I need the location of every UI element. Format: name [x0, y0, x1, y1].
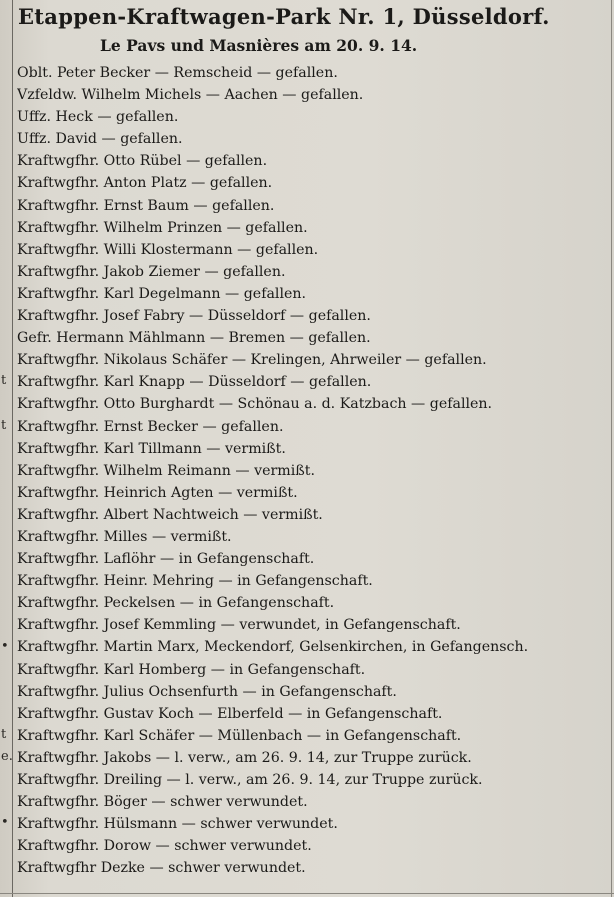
list-item: Oblt. Peter Becker — Remscheid — gefallen. — [17, 65, 338, 81]
list-item: Kraftwgfhr Dezke — schwer verwundet. — [17, 860, 306, 877]
list-item: Kraftwgfhr. Böger — schwer verwundet. — [17, 794, 308, 811]
list-item: Kraftwgfhr. Nikolaus Schäfer — Krelingen, Ahrweiler — gefallen. — [17, 352, 487, 369]
list-item: Kraftwgfhr. Milles — vermißt. — [17, 528, 232, 545]
list-item: Kraftwgfhr. Josef Fabry — Düsseldorf — gefallen. — [17, 308, 371, 325]
list-item: Kraftwgfhr. Karl Knapp — Düsseldorf — gefallen. — [17, 374, 372, 391]
bottom-edge-rule — [0, 893, 614, 894]
margin-mark: t — [1, 417, 7, 433]
list-item: Kraftwgfhr. Wilhelm Prinzen — gefallen. — [17, 219, 308, 236]
list-item: Kraftwgfhr. Hülsmann — schwer verwundet. — [17, 816, 338, 833]
page-title: Etappen-Kraftwagen-Park Nr. 1, Düsseldorf. — [18, 4, 550, 29]
margin-mark: t — [1, 373, 7, 389]
right-edge-rule — [611, 0, 612, 897]
list-item: Kraftwgfhr. Wilhelm Reimann — vermißt. — [17, 462, 315, 479]
list-item: Kraftwgfhr. Willi Klostermann — gefallen. — [17, 241, 319, 258]
margin-mark: t — [1, 727, 7, 742]
list-item: Kraftwgfhr. Ernst Baum — gefallen. — [17, 197, 275, 214]
list-item: Kraftwgfhr. Karl Degelmann — gefallen. — [17, 285, 307, 302]
margin-mark: • — [1, 638, 9, 654]
list-item: Kraftwgfhr. Dreiling — l. verw., am 26. 9. 14, zur Truppe zurück. — [17, 772, 483, 788]
list-item: Uffz. David — gefallen. — [17, 131, 183, 148]
list-item: Kraftwgfhr. Heinr. Mehring — in Gefangenschaft. — [17, 573, 373, 590]
list-item: Kraftwgfhr. Josef Kemmling — verwundet, in Gefangenschaft. — [17, 617, 461, 634]
list-item: Kraftwgfhr. Anton Platz — gefallen. — [17, 175, 273, 192]
list-item: Kraftwgfhr. Dorow — schwer verwundet. — [17, 838, 312, 855]
list-item: Kraftwgfhr. Otto Burghardt — Schönau a. d. Katzbach — gefallen. — [17, 396, 493, 413]
margin-mark: • — [1, 815, 9, 831]
list-item: Kraftwgfhr. Otto Rübel — gefallen. — [17, 153, 268, 170]
list-item: Kraftwgfhr. Jakob Ziemer — gefallen. — [17, 263, 286, 280]
page-subtitle: Le Pavs und Masnières am 20. 9. 14. — [100, 36, 418, 55]
list-item: Kraftwgfhr. Heinrich Agten — vermißt. — [17, 484, 298, 501]
list-item: Kraftwgfhr. Albert Nachtweich — vermißt. — [17, 506, 323, 523]
list-item: Vzfeldw. Wilhelm Michels — Aachen — gefallen. — [17, 87, 364, 104]
margin-mark: e. — [1, 749, 13, 765]
casualty-list — [17, 62, 609, 879]
list-item: Kraftwgfhr. Ernst Becker — gefallen. — [17, 418, 284, 435]
list-item: Kraftwgfhr. Martin Marx, Meckendorf, Gelsenkirchen, in Gefangensch. — [17, 639, 529, 656]
list-item: Uffz. Heck — gefallen. — [17, 109, 179, 126]
list-item: Kraftwgfhr. Laflöhr — in Gefangenschaft. — [17, 551, 315, 568]
list-item: Kraftwgfhr. Karl Schäfer — Müllenbach — in Gefangenschaft. — [17, 727, 462, 744]
list-item: Kraftwgfhr. Peckelsen — in Gefangenschaft. — [17, 595, 335, 612]
list-item: Gefr. Hermann Mählmann — Bremen — gefallen. — [17, 330, 371, 347]
list-item: Kraftwgfhr. Karl Homberg — in Gefangenschaft. — [17, 661, 366, 678]
list-item: Kraftwgfhr. Jakobs — l. verw., am 26. 9. 14, zur Truppe zurück. — [17, 749, 472, 766]
list-item: Kraftwgfhr. Gustav Koch — Elberfeld — in Gefangenschaft. — [17, 705, 443, 722]
list-item: Kraftwgfhr. Karl Tillmann — vermißt. — [17, 440, 286, 457]
list-item: Kraftwgfhr. Julius Ochsenfurth — in Gefangenschaft. — [17, 683, 397, 700]
